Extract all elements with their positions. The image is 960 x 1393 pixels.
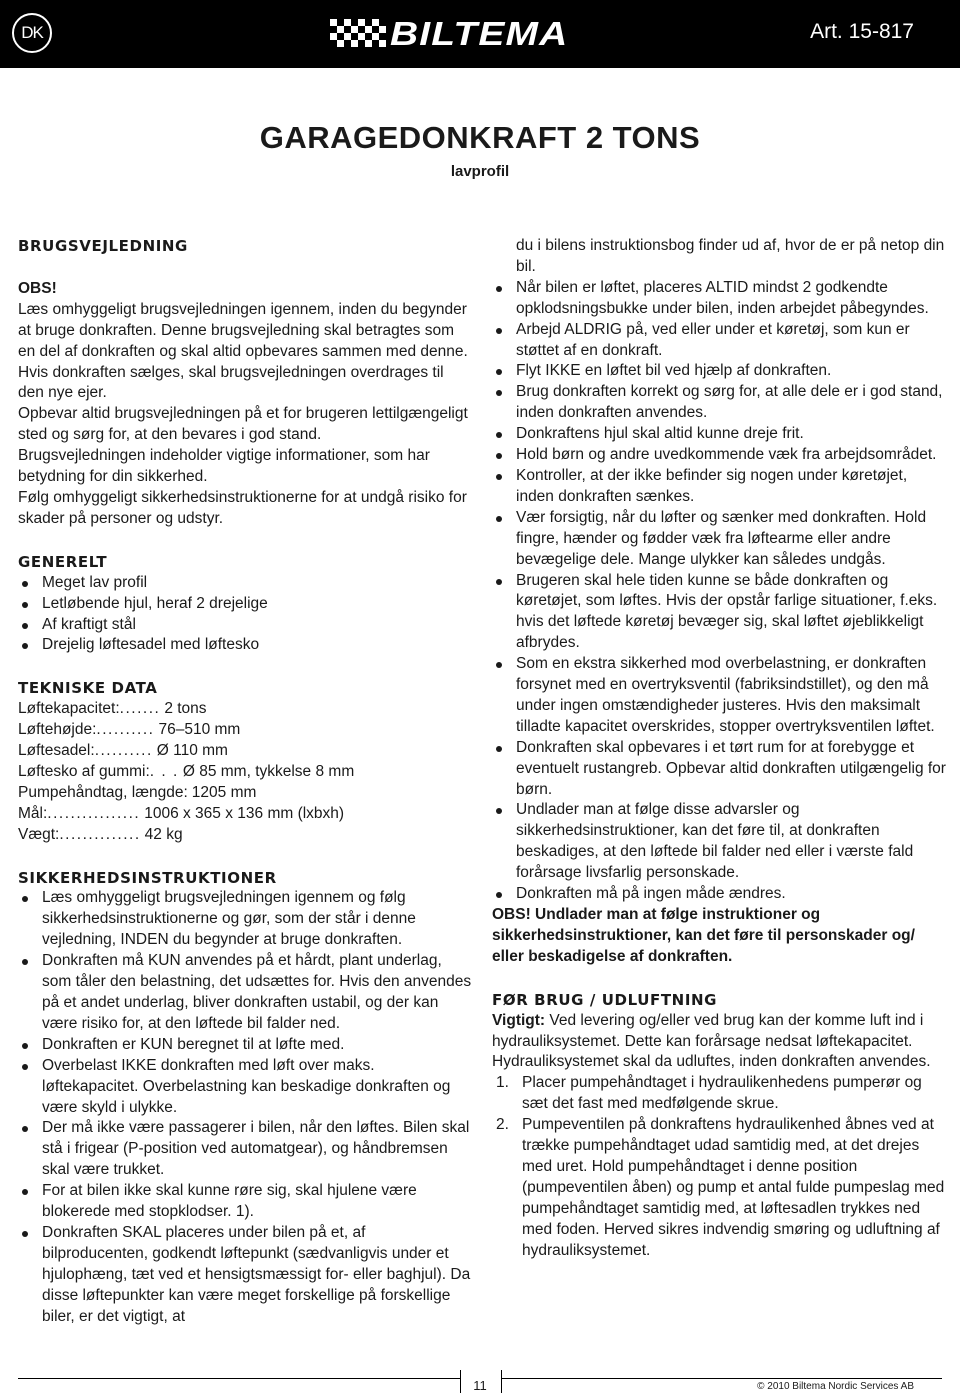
- list-item: Flyt IKKE en løftet bil ved hjælp af donkraften.: [492, 361, 947, 382]
- spec-label: Løftesko af gummi:: [18, 762, 150, 780]
- step-text: Placer pumpehåndtaget i hydraulikenhedens pumperør og sæt det fast med medfølgende skrue.: [522, 1074, 922, 1113]
- heading-general: GENERELT: [18, 552, 108, 571]
- vigtigt-paragraph: [492, 1011, 947, 1074]
- spec-row: [18, 783, 473, 804]
- spec-value: 76–510 mm: [158, 721, 241, 739]
- list-item: Når bilen er løftet, placeres ALTID mindst 2 godkendte opklodsningsbukke under bilen, inden arbejdet påbegyndes.: [492, 278, 947, 320]
- spec-label: Mål:: [18, 804, 48, 822]
- spec-leader: ..............: [59, 825, 141, 843]
- list-item: Brug donkraften korrekt og sørg for, at alle dele er i god stand, inden donkraften anvendes.: [492, 382, 947, 424]
- list-item: Læs omhyggeligt brugsvejledningen igennem og følg sikkerhedsinstruktionerne og gør, som der står i denne vejledning, INDEN du begynder at bruge donkraften.: [18, 888, 473, 951]
- spec-value: 42 kg: [144, 825, 183, 843]
- list-item: Donkraften skal opbevares i et tørt rum for at forebygge et eventuelt rustangreb. Opbevar altid donkraften utilgængelig for børn.: [492, 738, 947, 801]
- list-item: Hold børn og andre uvedkommende væk fra arbejdsområdet.: [492, 445, 947, 466]
- page-number: 11: [473, 1378, 487, 1393]
- list-item: Vær forsigtig, når du løfter og sænker med donkraften. Hold fingre, hænder og fødder væk fra løftearme eller andre bevægelige dele. Mange ulykker kan således undgås.: [492, 508, 947, 571]
- step-item: [492, 1115, 947, 1261]
- list-item: Arbejd ALDRIG på, ved eller under et køretøj, som kun er støttet af en donkraft.: [492, 320, 947, 362]
- list-item: Brugeren skal hele tiden kunne se både donkraften og køretøjet, som løftes. Hvis der opstår farlige situationer, f.eks. hvis det løftede køretøj bevæger sig, skal løftet øjeblikkeligt afbrydes.: [492, 571, 947, 655]
- step-text: Pumpeventilen på donkraftens hydraulikenhed åbnes ved at trække pumpehåndtaget udad samtidig med, at det drejes med uret. Hold pumpehåndtaget i denne position (pumpeventilen åben) og pump et antal fulde pumpeslag med pumpehåndtaget samtidig med, at løftesadlen trykkes ned med foden. Herved sikres indvendig smøring og udluftning af hydrauliksystemet.: [522, 1116, 945, 1259]
- step-item: [492, 1073, 947, 1115]
- copyright: © 2010 Biltema Nordic Services AB: [757, 1381, 914, 1392]
- usage-paragraph: Følg omhyggeligt sikkerhedsinstruktionerne for at undgå risiko for skader på personer og udstyr.: [18, 488, 467, 527]
- header-bar: [0, 0, 960, 68]
- spec-label: Pumpehåndtag, længde:: [18, 783, 188, 801]
- heading-tech-data: TEKNISKE DATA: [18, 679, 158, 698]
- spec-leader: . . .: [149, 762, 179, 780]
- list-item: Der må ikke være passagerer i bilen, når den løftes. Bilen skal stå i frigear (P-position ved automatgear), og håndbremsen skal være trukket.: [18, 1118, 473, 1181]
- spec-row: [18, 825, 473, 846]
- obs-label: OBS!: [18, 279, 57, 297]
- article-number: Art. 15-817: [810, 20, 914, 43]
- list-item: Undlader man at følge disse advarsler og sikkerhedsinstruktioner, kan det føre til, at donkraften beskadiges, at den løftede bil falder ned eller i værste fald forårsage livsfarlig personskade.: [492, 800, 947, 884]
- step-number: 2.: [496, 1116, 509, 1134]
- usage-paragraph: Læs omhyggeligt brugsvejledningen igennem, inden du begynder at bruge donkraften. Denne brugsvejledning skal betragtes som en del af donkraften og skal altid opbevares sammen med denne. Hvis donkraften sælges, skal brugsvejledningen overdrages til den nye ejer.: [18, 300, 468, 402]
- right-column: [492, 236, 947, 1262]
- list-item: Donkraften er KUN beregnet til at løfte med.: [18, 1035, 473, 1056]
- spec-value: Ø 85 mm, tykkelse 8 mm: [182, 762, 355, 780]
- spec-leader: ................: [47, 804, 141, 822]
- list-item: For at bilen ikke skal kunne røre sig, skal hjulene være blokerede med stopklodser. 1).: [18, 1181, 473, 1223]
- general-list: [18, 573, 473, 657]
- spec-label: Løftekapacitet:: [18, 700, 120, 718]
- steps-list: [492, 1073, 947, 1261]
- page-title: GARAGEDONKRAFT 2 TONS: [259, 120, 701, 155]
- spec-row: [18, 804, 473, 825]
- spec-value: 1006 x 365 x 136 mm (lxbxh): [144, 804, 345, 822]
- spec-row: [18, 741, 473, 762]
- spec-value: 1205 mm: [191, 783, 257, 801]
- safety-list-continued: [492, 278, 947, 905]
- list-item: Donkraften SKAL placeres under bilen på et, af bilproducenten, godkendt løftepunkt (sædvanligvis under et hjulophæng, tæt ved et hensigtsmæssigt for- eller baghjul). Da disse løftepunkter kan være meget forskellige på forskellige biler, er det vigtigt, at: [18, 1223, 473, 1328]
- brand-name: BILTEMA: [390, 15, 569, 52]
- spec-label: Vægt:: [18, 825, 60, 843]
- obs-warning: OBS! Undlader man at følge instruktioner og sikkerhedsinstruktioner, kan det føre til personskader og/ eller beskadigelse af donkraften.: [492, 906, 915, 965]
- list-item: Som en ekstra sikkerhed mod overbelastning, er donkraften forsynet med en overtryksventil (fabriksindstillet), og den må under ingen omstændigheder justeres. Hvis den maksimalt tilladte kapacitet overskrides, stopper overtryksventilen løftet.: [492, 654, 947, 738]
- heading-before-use: FØR BRUG / UDLUFTNING: [492, 990, 718, 1009]
- continued-text: du i bilens instruktionsbog finder ud af, hvor de er på netop din bil.: [516, 237, 945, 275]
- list-item: Meget lav profil: [18, 573, 473, 594]
- spec-leader: ..........: [96, 721, 155, 739]
- checkered-flag-icon: [330, 19, 386, 49]
- list-item: Overbelast IKKE donkraften med løft over maks. løftekapacitet. Overbelastning kan beskadige donkraften og være skyld i ulykke.: [18, 1056, 473, 1119]
- list-item: Letløbende hjul, heraf 2 drejelige: [18, 594, 473, 615]
- usage-paragraph: Opbevar altid brugsvejledningen på et for brugeren lettilgængeligt sted og sørg for, at den bevares i god stand.: [18, 405, 468, 444]
- list-item: Af kraftigt stål: [18, 615, 473, 636]
- biltema-logo: [330, 15, 569, 52]
- spec-label: Løftesadel:: [18, 742, 95, 760]
- spec-value: Ø 110 mm: [156, 742, 228, 760]
- vigtigt-label: Vigtigt:: [492, 1011, 546, 1029]
- spec-row: [18, 720, 473, 741]
- spec-row: [18, 762, 473, 783]
- language-badge: DK: [12, 13, 52, 53]
- list-item: Donkraften må KUN anvendes på et hårdt, plant underlag, som tåler den belastning, det udsættes for. Hvis den anvendes på et andet underlag, bliver donkraften ustabil, og der kan være risiko for, at den løftede bil falder ned.: [18, 951, 473, 1035]
- left-column: [18, 236, 473, 1328]
- spec-table: [18, 699, 473, 845]
- spec-row: [18, 699, 473, 720]
- list-item: Donkraften må på ingen måde ændres.: [492, 884, 947, 905]
- vigtigt-text: Ved levering og/eller ved brug kan der komme luft ind i hydrauliksystemet. Dette kan forårsage nedsat løftekapacitet. Hydrauliksystemet skal da udluftes, inden donkraften anvendes.: [492, 1011, 931, 1071]
- heading-usage: BRUGSVEJLEDNING: [18, 237, 188, 255]
- safety-list: [18, 888, 473, 1327]
- heading-safety: SIKKERHEDSINSTRUKTIONER: [18, 868, 277, 887]
- step-number: 1.: [496, 1074, 509, 1092]
- page-subtitle: lavprofil: [450, 163, 510, 180]
- usage-paragraph: Brugsvejledningen indeholder vigtige informationer, som har betydning for din sikkerhed.: [18, 447, 430, 486]
- spec-value: 2 tons: [164, 700, 207, 718]
- spec-leader: .......: [119, 700, 161, 718]
- spec-leader: ..........: [94, 742, 153, 760]
- list-item: Kontroller, at der ikke befinder sig nogen under køretøjet, inden donkraften sænkes.: [492, 466, 947, 508]
- list-item: Drejelig løftesadel med løftesko: [18, 635, 473, 656]
- spec-label: Løftehøjde:: [18, 721, 97, 739]
- list-item: Donkraftens hjul skal altid kunne dreje frit.: [492, 424, 947, 445]
